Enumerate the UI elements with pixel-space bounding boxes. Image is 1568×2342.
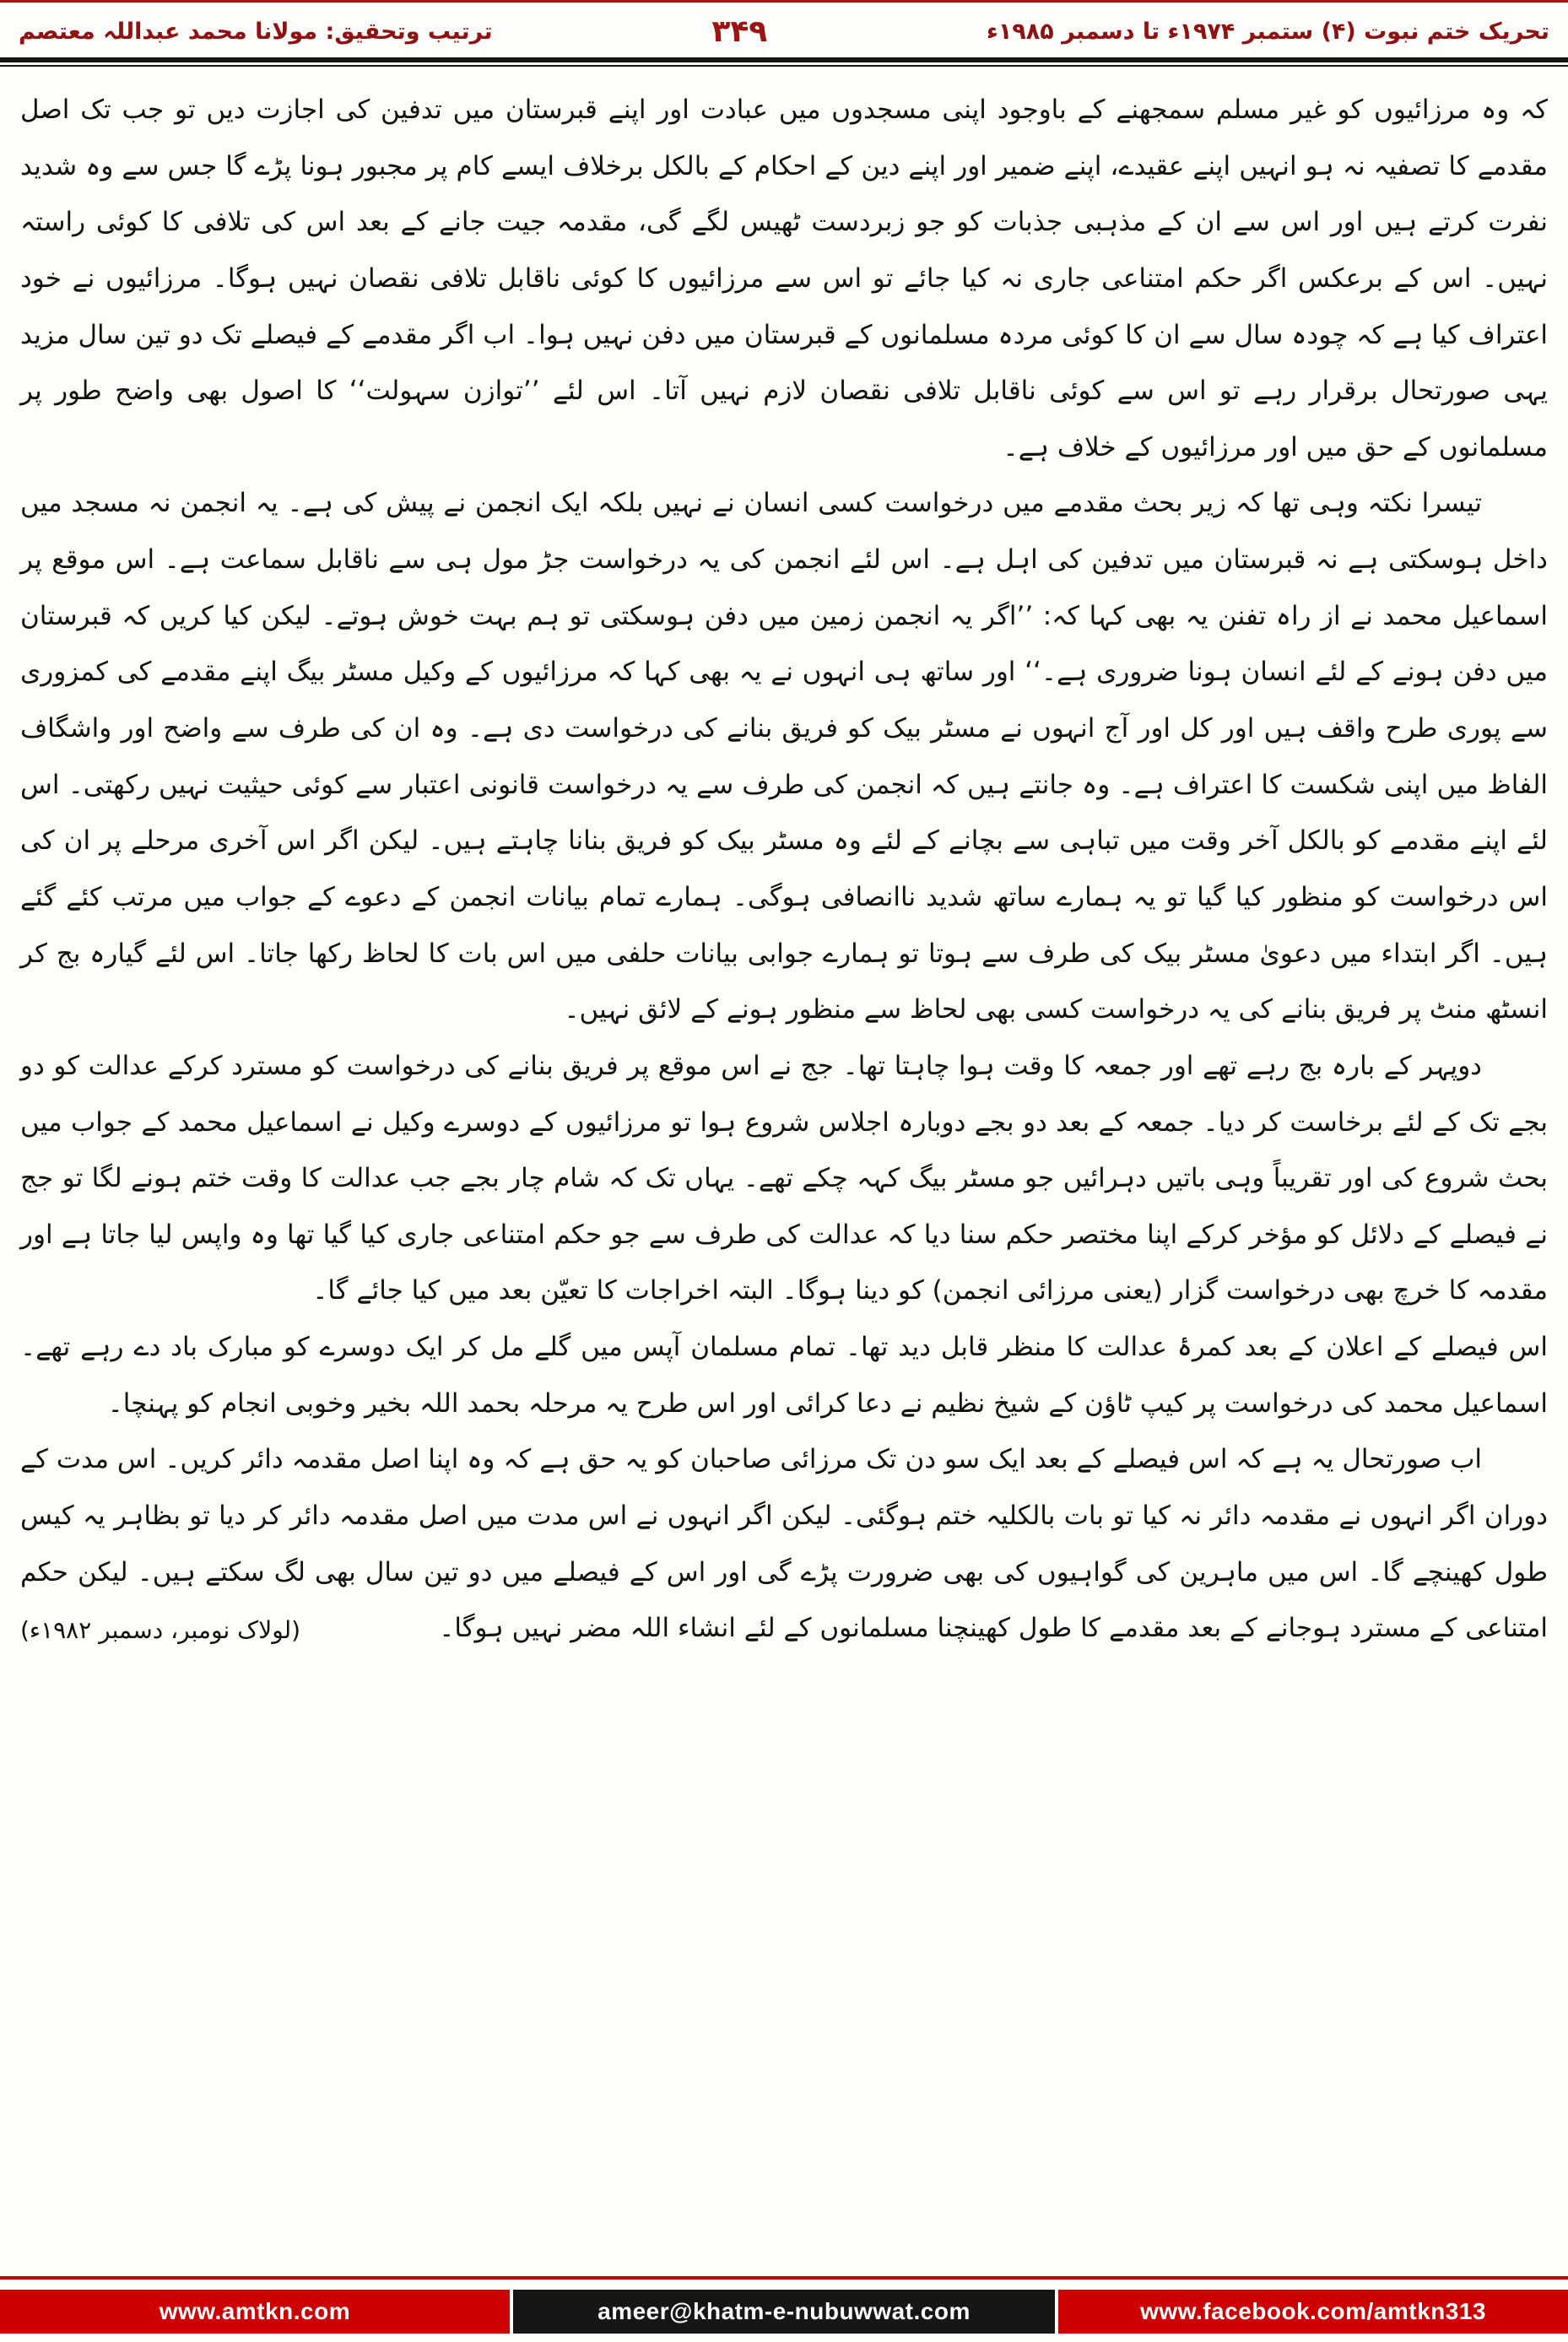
paragraph: تیسرا نکتہ وہی تھا کہ زیر بحث مقدمے میں درخواست کسی انسان نے نہیں بلکہ ایک انجمن نے پیش کی ہے۔ یہ انجمن نہ مسجد میں داخل ہوسکتی ہے نہ قبرستان میں تدفین کی اہل ہے۔ اس لئے انجمن کی یہ درخواست جڑ مول ہی سے ناقابل سماعت ہے۔ اس موقع پر اسماعیل محمد نے از راہ تفنن یہ بھی کہا کہ: ’’اگر یہ انجمن زمین میں دفن ہوسکتی تو ہم بہت خوش ہوتے۔ لیکن کیا کریں کہ قبرستان میں دفن ہونے کے لئے انسان ہونا ضروری ہے۔‘‘ اور ساتھ ہی انہوں نے یہ بھی کہا کہ مرزائیوں کے وکیل مسٹر بیگ اپنے مقدمے کی کمزوری سے پوری طرح واقف ہیں اور کل اور آج انہوں نے مسٹر بیک کو فریق بنانے کی درخواست دی ہے۔ وہ ان کی طرف سے واضح اور واشگاف الفاظ میں اپنی شکست کا اعتراف ہے۔ وہ جانتے ہیں کہ انجمن کی طرف سے یہ درخواست قانونی اعتبار سے کوئی حیثیت نہیں رکھتی۔ اس لئے اپنے مقدمے کو بالکل آخر وقت میں تباہی سے بچانے کے لئے وہ مسٹر بیک کو فریق بنانا چاہتے ہیں۔ لیکن اگر اس آخری مرحلے پر ان کی اس درخواست کو منظور کیا گیا تو یہ ہمارے ساتھ شدید ناانصافی ہوگی۔ ہمارے تمام بیانات انجمن کے دعوے کے جواب میں مرتب کئے گئے ہیں۔ اگر ابتداء میں دعویٰ مسٹر بیک کی طرف سے ہوتا تو ہمارے جوابی بیانات حلفی میں اس بات کا لحاظ رکھا جاتا۔ اس لئے گیارہ بج کر انسٹھ منٹ پر فریق بنانے کی یہ درخواست کسی بھی لحاظ سے منظور ہونے کے لائق نہیں۔ (20, 488, 1548, 1025)
page-header (0, 3, 1568, 57)
footer-email: ameer@khatm-e-nubuwwat.com (513, 2290, 1055, 2334)
footer-website: www.amtkn.com (0, 2290, 510, 2334)
source-citation: (لولاک نومبر، دسمبر ۱۹۸۲ء) (20, 1616, 301, 1645)
paragraph: کہ وہ مرزائیوں کو غیر مسلم سمجھنے کے باوجود اپنی مسجدوں میں عبادت اور اپنے قبرستان میں تدفین کی اجازت دیں تو جب تک اصل مقدمے کا تصفیہ نہ ہو انہیں اپنے عقیدے، اپنے ضمیر اور اپنے دین کے احکام کے بالکل برخلاف ایسے کام پر مجبور ہونا پڑے گا جس سے وہ شدید نفرت کرتے ہیں اور اس سے ان کے مذہبی جذبات کو جو زبردست ٹھیس لگے گی، مقدمہ جیت جانے کے بعد اس کی تلافی کا کوئی راستہ نہیں۔ اس کے برعکس اگر حکم امتناعی جاری نہ کیا جائے تو اس سے مرزائیوں کا کوئی ناقابل تلافی نقصان نہیں ہوگا۔ مرزائیوں نے خود اعتراف کیا ہے کہ چودہ سال سے ان کا کوئی مردہ مسلمانوں کے قبرستان میں دفن نہیں ہوا۔ اب اگر مقدمے کے فیصلے تک دو تین سال مزید یہی صورتحال برقرار رہے تو اس سے کوئی ناقابل تلافی نقصان لازم نہیں آتا۔ اس لئے ’’توازن سہولت‘‘ کا اصول بھی واضح طور پر مسلمانوں کے حق میں اور مرزائیوں کے خلاف ہے۔ (20, 95, 1548, 462)
header-divider (0, 57, 1568, 67)
footer-divider (0, 2276, 1568, 2280)
footer-facebook: www.facebook.com/amtkn313 (1058, 2290, 1568, 2334)
paragraph: اس فیصلے کے اعلان کے بعد کمرۂ عدالت کا منظر قابل دید تھا۔ تمام مسلمان آپس میں گلے مل کر ایک دوسرے کو مبارک باد دے رہے تھے۔ اسماعیل محمد کی درخواست پر کیپ ٹاؤن کے شیخ نظیم نے دعا کرائی اور اس طرح یہ مرحلہ بحمد اللہ بخیر وخوبی انجام کو پہنچا۔ (20, 1332, 1548, 1419)
book-title: تحریک ختم نبوت (۴) ستمبر ۱۹۷۴ء تا دسمبر ۱۹۸۵ء (987, 19, 1549, 45)
page-number: ۳۴۹ (711, 14, 768, 49)
paragraph (20, 1431, 1548, 1657)
body-text (0, 67, 1568, 2271)
page-footer (0, 2290, 1568, 2334)
editor-credit: ترتیب وتحقیق: مولانا محمد عبداللہ معتصم (19, 19, 493, 45)
paragraph-text: اب صورتحال یہ ہے کہ اس فیصلے کے بعد ایک سو دن تک مرزائی صاحبان کو یہ حق ہے کہ وہ اپنا اصل مقدمہ دائر کریں۔ اس مدت کے دوران اگر انہوں نے مقدمہ دائر نہ کیا تو بات بالکلیہ ختم ہوگئی۔ لیکن اگر انہوں نے اس مدت میں اصل مقدمہ دائر کر دیا تو بظاہر یہ کیس طول کھینچے گا۔ اس میں ماہرین کی گواہیوں کی بھی ضرورت پڑے گی اور اس کے فیصلے میں دو تین سال بھی لگ سکتے ہیں۔ لیکن حکم امتناعی کے مسترد ہوجانے کے بعد مقدمے کا طول کھینچنا مسلمانوں کے لئے انشاء اللہ مضر نہیں ہوگا۔ (20, 1444, 1548, 1644)
paragraph: دوپہر کے بارہ بج رہے تھے اور جمعہ کا وقت ہوا چاہتا تھا۔ جج نے اس موقع پر فریق بنانے کی درخواست کو مسترد کرکے عدالت کو دو بجے تک کے لئے برخاست کر دیا۔ جمعہ کے بعد دو بجے دوبارہ اجلاس شروع ہوا تو مرزائیوں کے دوسرے وکیل نے اسماعیل محمد کے جواب میں بحث شروع کی اور تقریباً وہی باتیں دہرائیں جو مسٹر بیگ کہہ چکے تھے۔ یہاں تک کہ شام چار بجے جب عدالت کا وقت ختم ہونے لگا تو جج نے فیصلے کے دلائل کو مؤخر کرکے اپنا مختصر حکم سنا دیا کہ عدالت کی طرف سے جو حکم امتناعی جاری کیا گیا تھا وہ واپس لیا جاتا ہے اور مقدمہ کا خرچ بھی درخواست گزار (یعنی مرزائی انجمن) کو دینا ہوگا۔ البتہ اخراجات کا تعیّن بعد میں کیا جائے گا۔ (20, 1050, 1548, 1306)
